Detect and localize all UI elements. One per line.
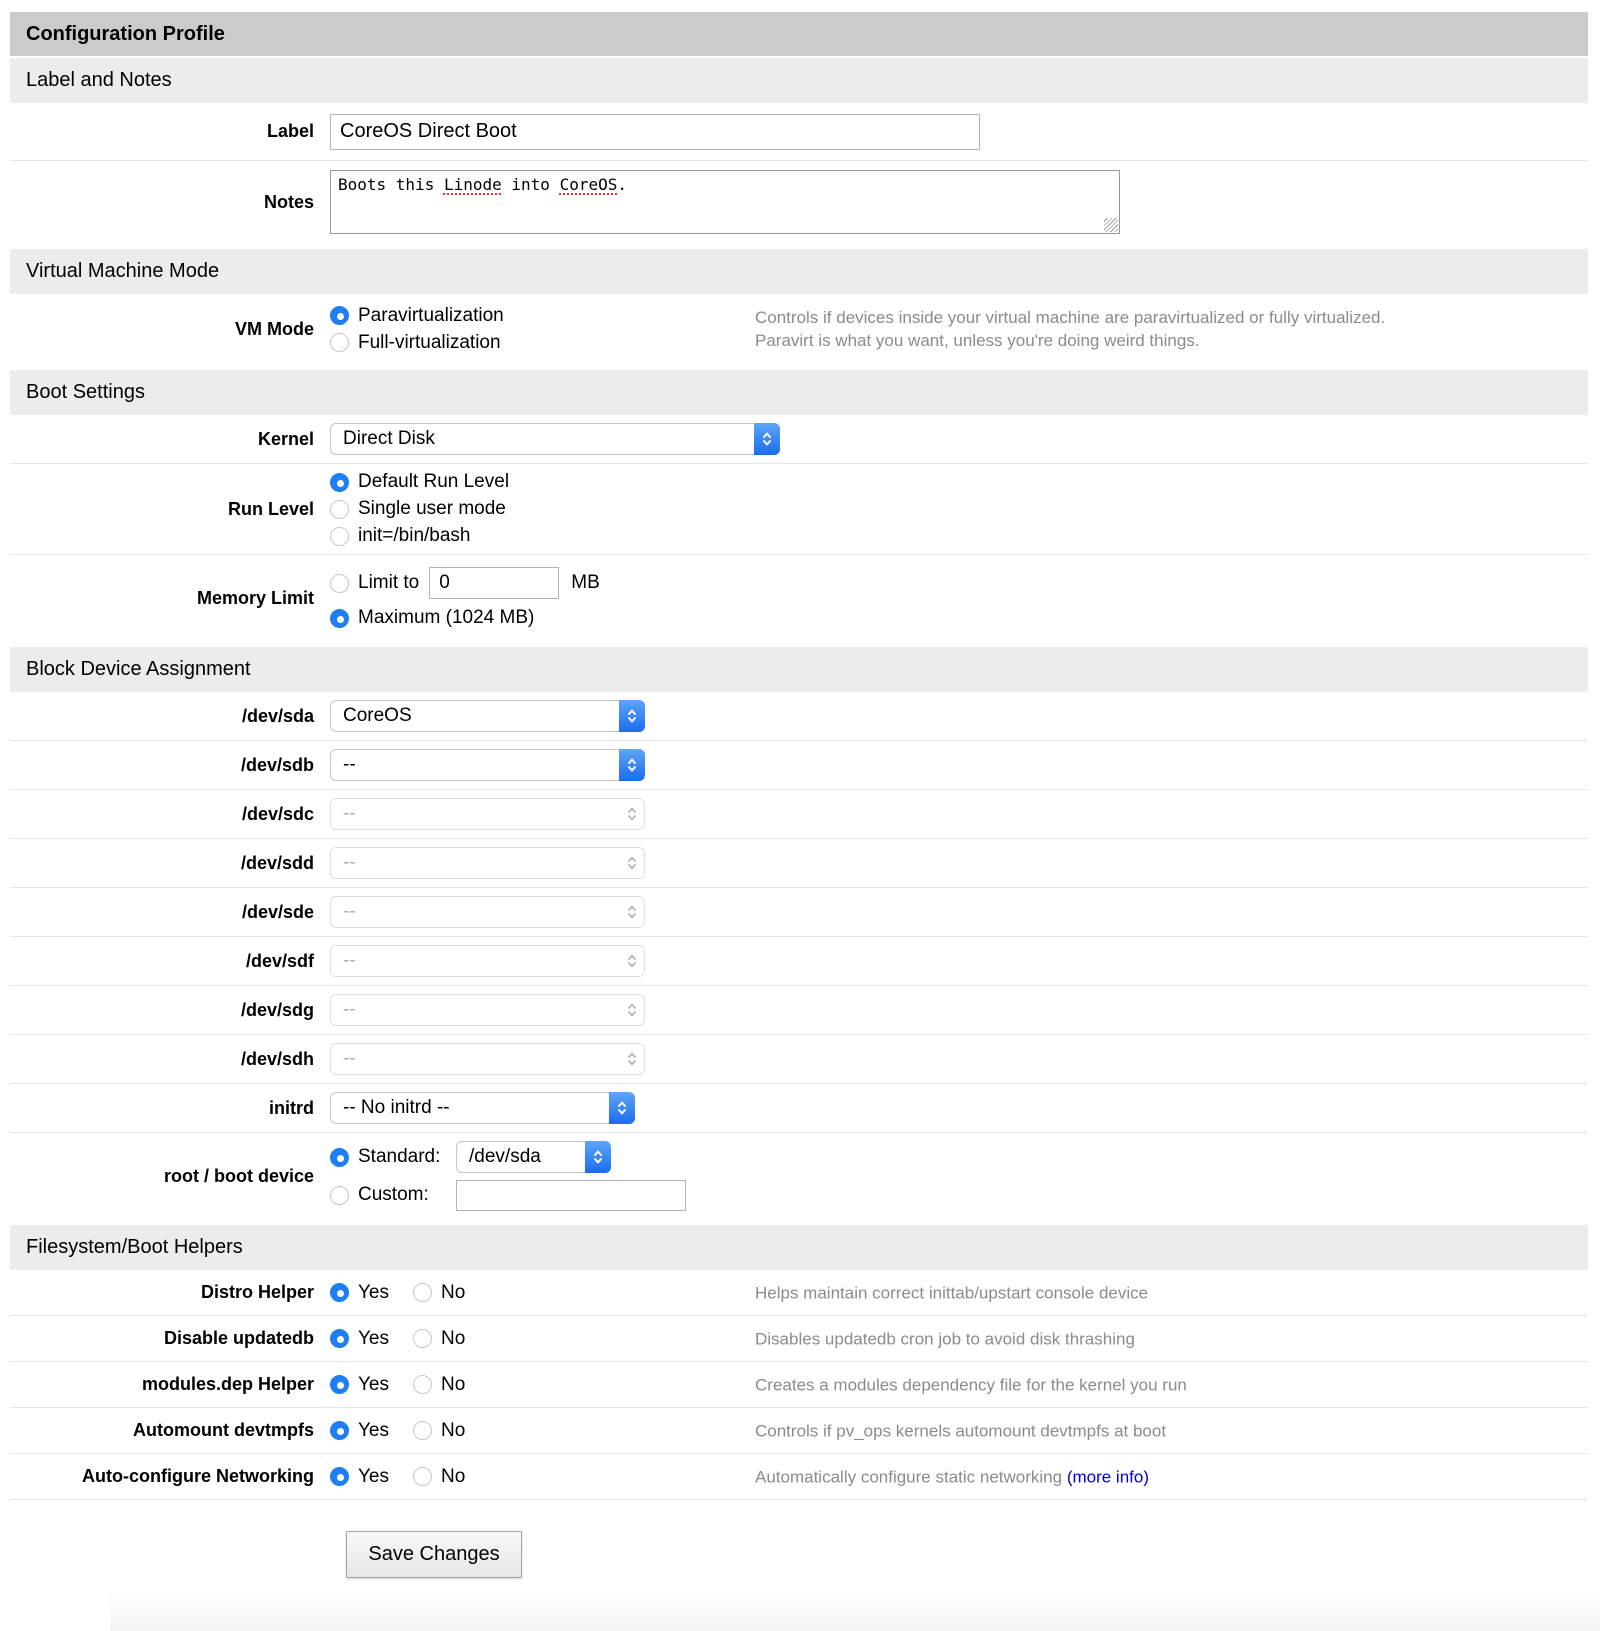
automount-devtmpfs-no-label: No [441, 1419, 466, 1441]
modules-dep-helper-no-label: No [441, 1373, 466, 1395]
section-virtual-machine-mode: Virtual Machine Mode [10, 249, 1588, 294]
dev-sda-select[interactable] [330, 700, 645, 732]
dev-sdc-select [330, 798, 645, 830]
limit-to-radio-label: Limit to [358, 572, 420, 593]
chevron-up-down-icon [619, 945, 645, 977]
modules-dep-helper-help-text: Creates a modules dependency file for the kernel you run [755, 1375, 1187, 1394]
limit-to-radio[interactable] [330, 574, 349, 593]
chevron-up-down-icon [619, 700, 645, 732]
distro-helper-yes-label: Yes [358, 1281, 389, 1303]
notes-textarea[interactable] [330, 170, 1120, 234]
dev-sdh-select [330, 1043, 645, 1075]
dev-sda-selected-value: CoreOS [343, 705, 412, 726]
dev-sdb-select[interactable] [330, 749, 645, 781]
initrd-row [10, 1084, 1588, 1132]
auto-configure-networking-row [10, 1454, 1588, 1499]
modules-dep-helper-no-radio[interactable] [413, 1375, 432, 1394]
auto-configure-networking-yes-radio[interactable] [330, 1467, 349, 1486]
vm-mode-help-text: Controls if devices inside your virtual machine are paravirtualized or fully virtualized. Paravirt is what you want, unless you're doing weird things. [755, 308, 1386, 350]
standard-root-device-select[interactable] [456, 1141, 611, 1173]
distro-helper-no-label: No [441, 1281, 466, 1303]
single-user-mode-radio[interactable] [330, 500, 349, 519]
disable-updatedb-label: Disable updatedb [163, 1328, 314, 1348]
kernel-select[interactable] [330, 423, 780, 455]
root-boot-device-row [10, 1133, 1588, 1219]
dev-sda-row [10, 692, 1588, 740]
dev-sdf-row [10, 937, 1588, 985]
dev-sdg-label: /dev/sdg [240, 999, 314, 1020]
label-row [10, 103, 1588, 160]
label-field-label: Label [266, 121, 314, 141]
custom-root-device-radio-label: Custom: [358, 1184, 429, 1205]
auto-configure-networking-help-text: Automatically configure static networking (more info) [755, 1467, 1149, 1486]
disable-updatedb-no-radio[interactable] [413, 1329, 432, 1348]
section-label-and-notes: Label and Notes [10, 58, 1588, 103]
memory-limit-input[interactable] [429, 567, 559, 599]
label-input[interactable] [330, 114, 980, 150]
initrd-selected-value: -- No initrd -- [343, 1097, 450, 1118]
more-info-link[interactable]: (more info) [1066, 1467, 1149, 1486]
chevron-up-down-icon [585, 1141, 611, 1173]
automount-devtmpfs-no-radio[interactable] [413, 1421, 432, 1440]
automount-devtmpfs-label: Automount devtmpfs [133, 1420, 314, 1440]
automount-devtmpfs-row [10, 1408, 1588, 1453]
single-user-mode-radio-label: Single user mode [358, 498, 506, 519]
paravirtualization-radio[interactable] [330, 306, 349, 325]
configuration-profile-form [10, 12, 1588, 1578]
default-run-level-radio-label: Default Run Level [358, 471, 510, 492]
chevron-up-down-icon [754, 423, 780, 455]
init-bin-bash-radio[interactable] [330, 527, 349, 546]
disable-updatedb-yes-label: Yes [358, 1327, 389, 1349]
notes-misspelled-word: Linode [443, 175, 502, 194]
initrd-select[interactable] [330, 1092, 635, 1124]
modules-dep-helper-row [10, 1362, 1588, 1407]
resize-handle-icon[interactable] [1104, 218, 1118, 232]
dev-sdb-selected-value: -- [343, 754, 356, 775]
modules-dep-helper-label: modules.dep Helper [141, 1374, 314, 1394]
dev-sdg-row [10, 986, 1588, 1034]
dev-sdd-row [10, 839, 1588, 887]
disable-updatedb-help-text: Disables updatedb cron job to avoid disk thrashing [755, 1329, 1135, 1348]
section-block-device-assignment: Block Device Assignment [10, 647, 1588, 692]
distro-helper-yes-radio[interactable] [330, 1283, 349, 1302]
dev-sdf-selected-value: -- [343, 950, 356, 971]
kernel-selected-value: Direct Disk [343, 428, 435, 449]
chevron-up-down-icon [619, 896, 645, 928]
chevron-up-down-icon [619, 798, 645, 830]
dev-sdb-row [10, 741, 1588, 789]
dev-sde-label: /dev/sde [241, 901, 314, 922]
vm-mode-row [10, 294, 1588, 364]
chevron-up-down-icon [619, 847, 645, 879]
paravirtualization-radio-label: Paravirtualization [358, 304, 504, 326]
dev-sdg-selected-value: -- [343, 999, 356, 1020]
standard-root-device-selected-value: /dev/sda [469, 1146, 541, 1167]
notes-text: Boots this [338, 175, 444, 194]
save-changes-button[interactable]: Save Changes [346, 1531, 522, 1578]
chevron-up-down-icon [619, 994, 645, 1026]
memory-limit-label: Memory Limit [196, 587, 314, 608]
dev-sdd-select [330, 847, 645, 879]
page-footer-background [110, 1593, 1600, 1631]
distro-helper-no-radio[interactable] [413, 1283, 432, 1302]
maximum-memory-radio[interactable] [330, 609, 349, 628]
full-virtualization-radio[interactable] [330, 333, 349, 352]
standard-root-device-radio-label: Standard: [358, 1146, 441, 1167]
dev-sdh-row [10, 1035, 1588, 1083]
automount-devtmpfs-help-text: Controls if pv_ops kernels automount devtmpfs at boot [755, 1421, 1167, 1440]
modules-dep-helper-yes-radio[interactable] [330, 1375, 349, 1394]
auto-configure-networking-label: Auto-configure Networking [82, 1466, 314, 1486]
standard-root-device-radio[interactable] [330, 1148, 349, 1167]
dev-sdc-selected-value: -- [343, 803, 356, 824]
distro-helper-label: Distro Helper [200, 1282, 314, 1302]
distro-helper-row [10, 1270, 1588, 1315]
chevron-up-down-icon [619, 1043, 645, 1075]
init-bin-bash-radio-label: init=/bin/bash [358, 525, 471, 546]
full-virtualization-radio-label: Full-virtualization [358, 331, 501, 353]
disable-updatedb-yes-radio[interactable] [330, 1329, 349, 1348]
dev-sda-label: /dev/sda [241, 705, 314, 726]
notes-text: into [501, 175, 560, 194]
distro-helper-help-text: Helps maintain correct inittab/upstart console device [755, 1283, 1149, 1302]
run-level-label: Run Level [227, 498, 314, 519]
dev-sdc-row [10, 790, 1588, 838]
automount-devtmpfs-yes-radio[interactable] [330, 1421, 349, 1440]
section-boot-settings: Boot Settings [10, 370, 1588, 415]
custom-root-device-input[interactable] [456, 1180, 686, 1211]
auto-configure-networking-no-radio[interactable] [413, 1467, 432, 1486]
dev-sdd-label: /dev/sdd [240, 852, 314, 873]
notes-row [10, 161, 1588, 243]
dev-sde-select [330, 896, 645, 928]
dev-sdh-selected-value: -- [343, 1048, 356, 1069]
kernel-label: Kernel [257, 428, 314, 449]
memory-limit-row [10, 555, 1588, 641]
initrd-label: initrd [269, 1097, 314, 1118]
chevron-up-down-icon [619, 749, 645, 781]
auto-configure-networking-no-label: No [441, 1465, 466, 1487]
kernel-row [10, 415, 1588, 463]
run-level-row [10, 464, 1588, 554]
memory-unit-label: MB [571, 572, 600, 593]
vm-mode-label: VM Mode [235, 318, 314, 339]
dev-sdc-label: /dev/sdc [241, 803, 314, 824]
section-filesystem-boot-helpers: Filesystem/Boot Helpers [10, 1225, 1588, 1270]
dev-sdf-select [330, 945, 645, 977]
auto-configure-networking-yes-label: Yes [358, 1465, 389, 1487]
automount-devtmpfs-yes-label: Yes [358, 1419, 389, 1441]
dev-sde-row [10, 888, 1588, 936]
dev-sdf-label: /dev/sdf [245, 950, 314, 971]
chevron-up-down-icon [609, 1092, 635, 1124]
dev-sdb-label: /dev/sdb [240, 754, 314, 775]
page-title: Configuration Profile [10, 12, 1588, 56]
root-boot-device-label: root / boot device [163, 1165, 314, 1186]
notes-misspelled-word: CoreOS [559, 175, 618, 194]
disable-updatedb-row [10, 1316, 1588, 1361]
dev-sdh-label: /dev/sdh [240, 1048, 314, 1069]
dev-sdd-selected-value: -- [343, 852, 356, 873]
dev-sdg-select [330, 994, 645, 1026]
default-run-level-radio[interactable] [330, 473, 349, 492]
maximum-memory-radio-label: Maximum (1024 MB) [358, 607, 535, 628]
custom-root-device-radio[interactable] [330, 1186, 349, 1205]
disable-updatedb-no-label: No [441, 1327, 466, 1349]
dev-sde-selected-value: -- [343, 901, 356, 922]
modules-dep-helper-yes-label: Yes [358, 1373, 389, 1395]
notes-field-label: Notes [263, 191, 314, 212]
notes-text: . [617, 175, 627, 194]
